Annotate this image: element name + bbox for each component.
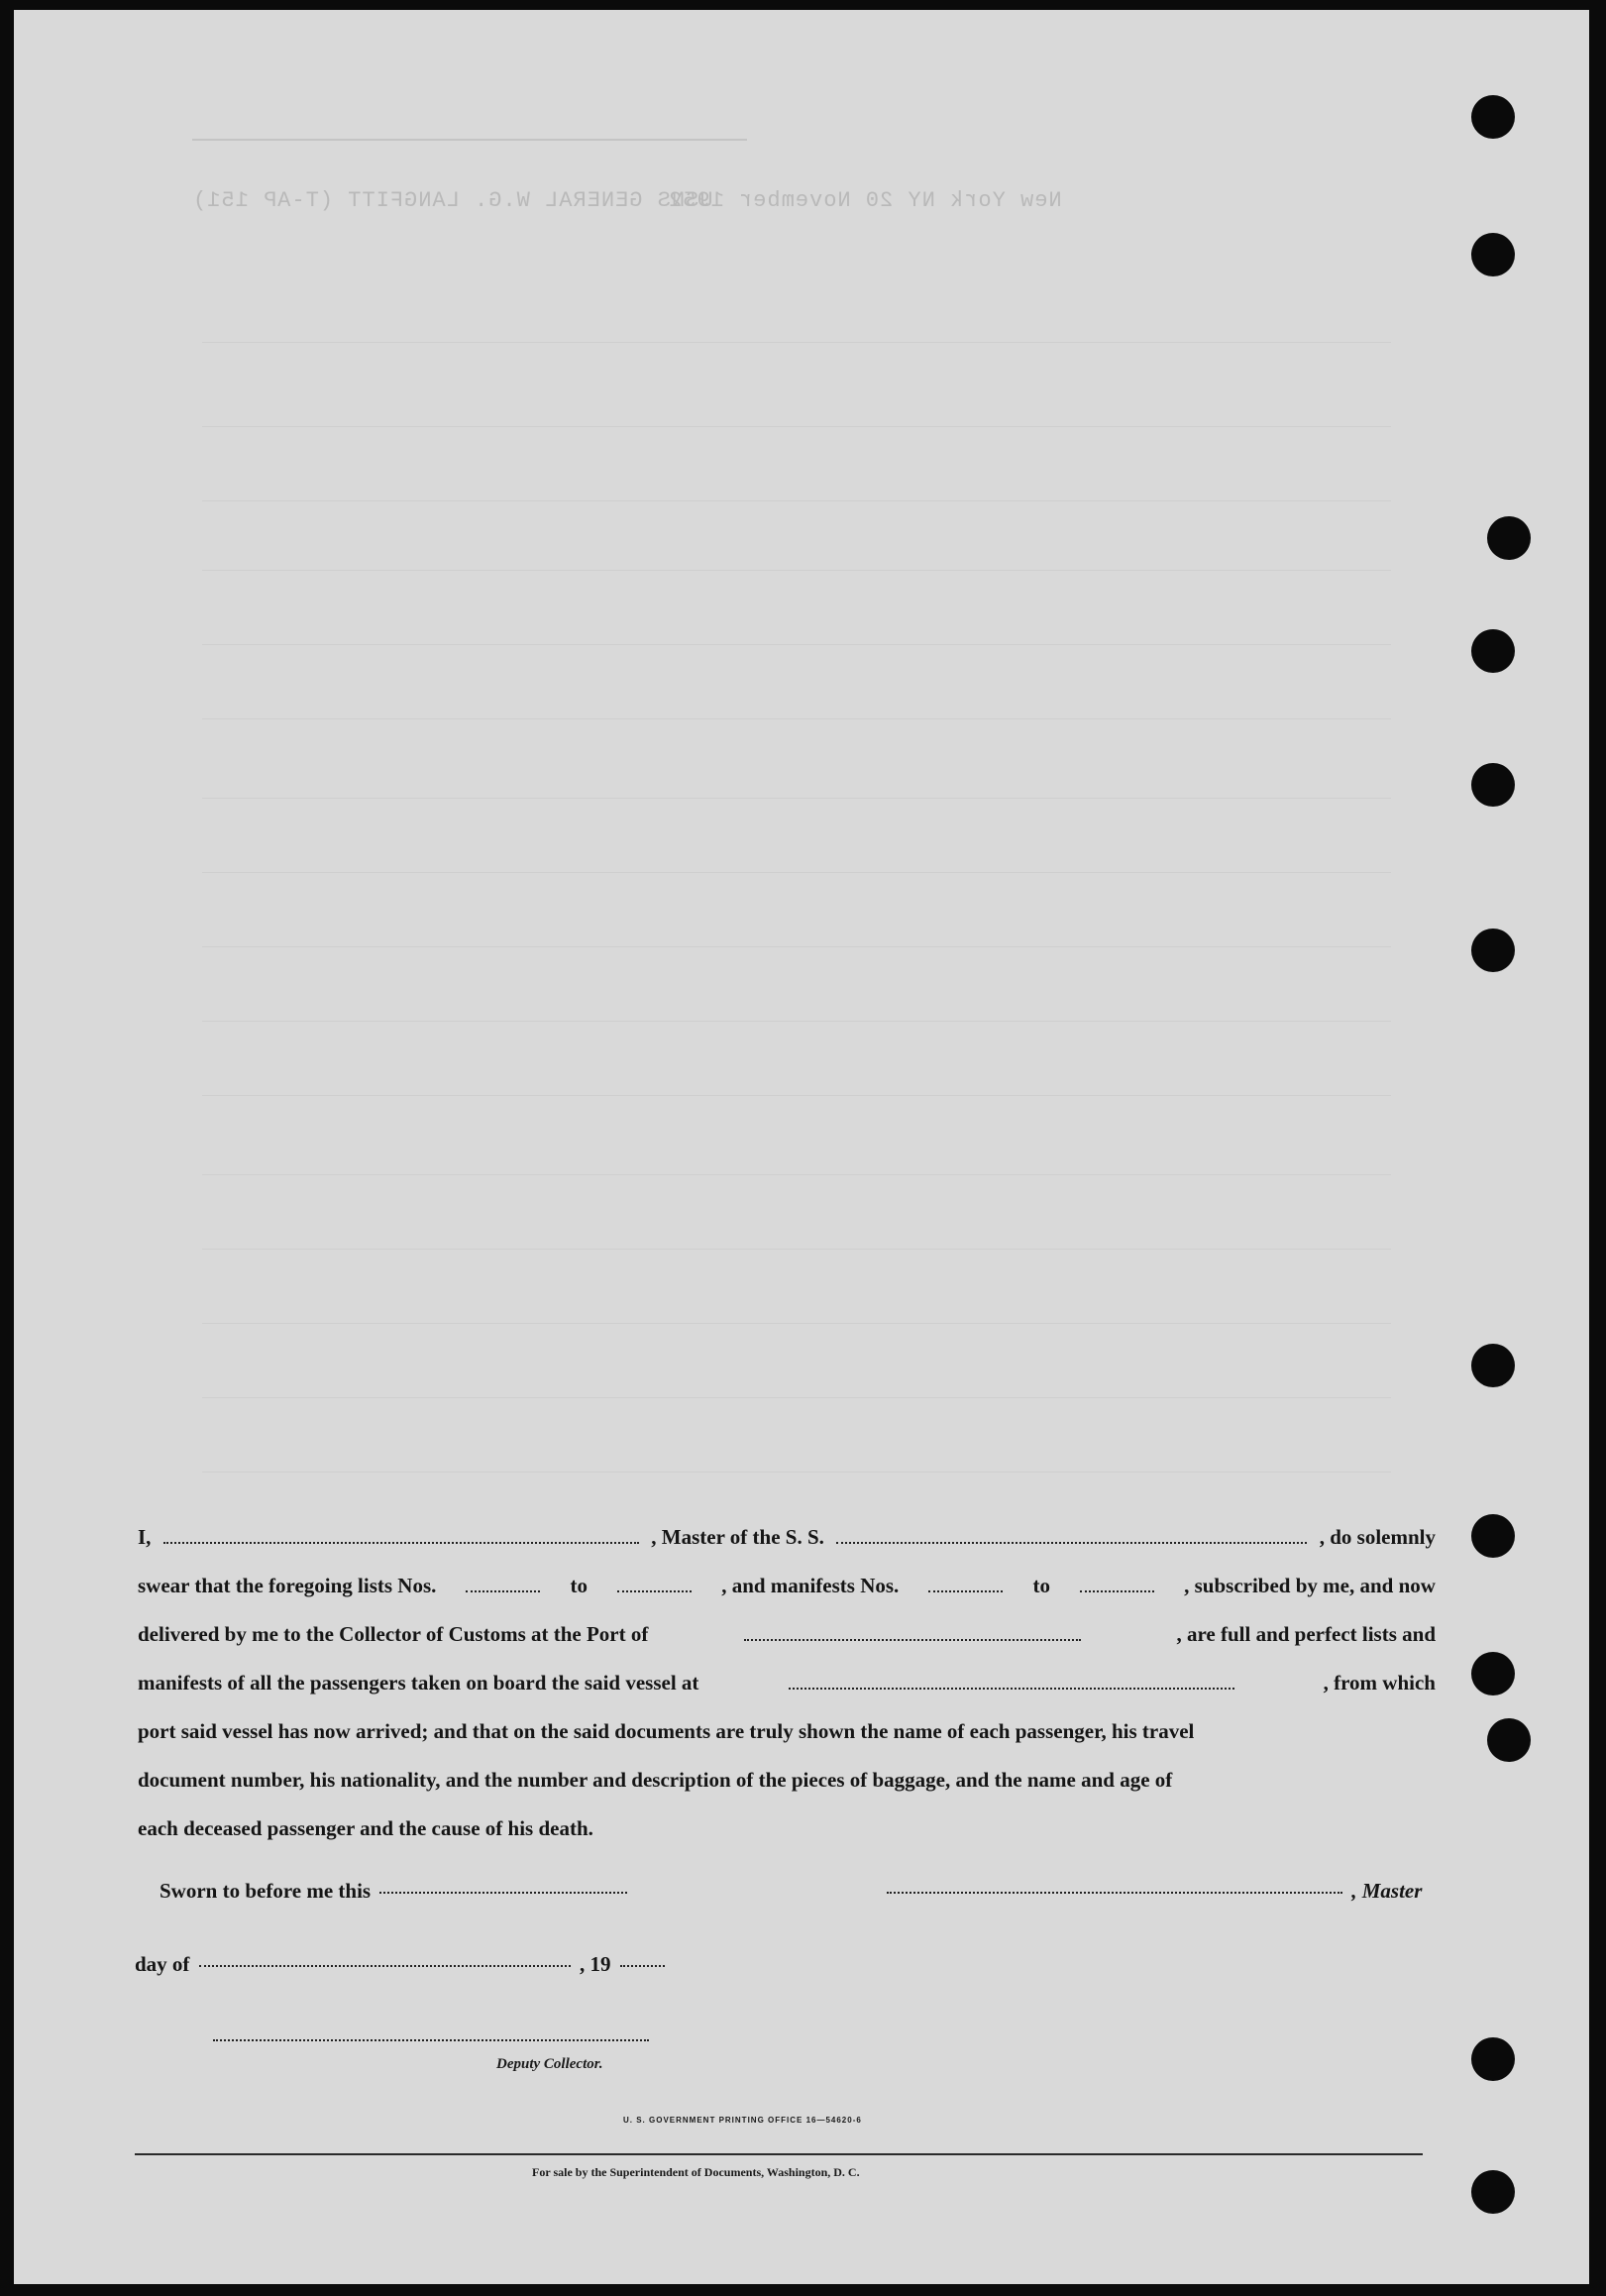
- from-which-label: , from which: [1323, 1671, 1436, 1695]
- boarding-port-blank[interactable]: [789, 1687, 1234, 1690]
- master-label: , Master: [1351, 1879, 1423, 1903]
- list-no-from-blank[interactable]: [466, 1589, 540, 1592]
- deputy-collector-label: Deputy Collector.: [496, 2056, 603, 2072]
- binder-hole: [1471, 233, 1515, 276]
- oath-line-7: [138, 1804, 1436, 1853]
- binder-hole: [1471, 2170, 1515, 2214]
- manifest-no-from-blank[interactable]: [928, 1589, 1003, 1592]
- sworn-label: Sworn to before me this: [160, 1879, 372, 1903]
- binder-hole: [1471, 763, 1515, 807]
- month-blank[interactable]: [199, 1964, 571, 1967]
- oath-line-6: [138, 1756, 1436, 1804]
- port-of-blank[interactable]: [744, 1638, 1081, 1641]
- oath-line-6-text: document number, his nationality, and the number and description of the pieces of baggage, and the name and age of: [138, 1768, 1173, 1792]
- for-sale-notice: For sale by the Superintendent of Documents, Washington, D. C.: [532, 2165, 860, 2179]
- oath-line-7-text: each deceased passenger and the cause of his death.: [138, 1816, 593, 1840]
- oath-text: [138, 1513, 1436, 1853]
- day-of-line: [135, 1952, 669, 1977]
- binder-hole: [1471, 929, 1515, 972]
- bleed-through-header: New York NY 20 November 1952: [668, 188, 1062, 213]
- oath-line-5-text: port said vessel has now arrived; and that on the said documents are truly shown the name of each passenger, his travel: [138, 1719, 1195, 1743]
- binder-hole: [1471, 629, 1515, 673]
- full-perfect-label: , are full and perfect lists and: [1176, 1622, 1436, 1646]
- binder-hole: [1471, 1652, 1515, 1695]
- oath-line-3: [138, 1610, 1436, 1659]
- to-label-2: to: [1032, 1574, 1050, 1597]
- master-of-label: , Master of the S. S.: [651, 1525, 824, 1549]
- year-prefix-label: , 19: [579, 1952, 611, 1976]
- manifest-page: [14, 10, 1589, 2284]
- day-of-label: day of: [135, 1952, 190, 1976]
- oath-line-4: [138, 1659, 1436, 1707]
- footer-rule: [135, 2153, 1423, 2155]
- binder-hole: [1471, 1514, 1515, 1558]
- delivered-label: delivered by me to the Collector of Customs at the Port of: [138, 1622, 649, 1646]
- gpo-imprint: U. S. GOVERNMENT PRINTING OFFICE 16—54620-6: [623, 2116, 862, 2125]
- manifest-no-to-blank[interactable]: [1080, 1589, 1154, 1592]
- swear-label: swear that the foregoing lists Nos.: [138, 1574, 437, 1597]
- oath-line-1: [138, 1513, 1436, 1562]
- oath-line-2: [138, 1562, 1436, 1610]
- year-blank[interactable]: [620, 1964, 665, 1967]
- binder-hole: [1487, 516, 1531, 560]
- subscribed-label: , subscribed by me, and now: [1184, 1574, 1436, 1597]
- deputy-signature-blank[interactable]: [213, 2038, 649, 2041]
- bleed-through-header: [192, 139, 747, 141]
- master-signature-line: [883, 1879, 1422, 1904]
- binder-hole: [1487, 1718, 1531, 1762]
- binder-hole: [1471, 95, 1515, 139]
- list-no-to-blank[interactable]: [617, 1589, 692, 1592]
- oath-line-5: [138, 1707, 1436, 1756]
- sworn-line: [160, 1879, 631, 1904]
- to-label-1: to: [570, 1574, 589, 1597]
- oath-i-label: I,: [138, 1525, 152, 1549]
- and-manifests-label: , and manifests Nos.: [721, 1574, 900, 1597]
- master-name-blank[interactable]: [163, 1541, 639, 1544]
- bleed-through-header: USNS GENERAL W.G. LANGFITT (T-AP 151): [192, 188, 713, 213]
- binder-hole: [1471, 2037, 1515, 2081]
- do-solemnly-label: , do solemnly: [1319, 1525, 1436, 1549]
- deputy-signature-line: [209, 2026, 653, 2051]
- vessel-name-blank[interactable]: [836, 1541, 1307, 1544]
- master-signature-blank[interactable]: [887, 1891, 1342, 1894]
- binder-hole: [1471, 1344, 1515, 1387]
- sworn-date-blank[interactable]: [379, 1891, 627, 1894]
- manifests-of-label: manifests of all the passengers taken on board the said vessel at: [138, 1671, 699, 1695]
